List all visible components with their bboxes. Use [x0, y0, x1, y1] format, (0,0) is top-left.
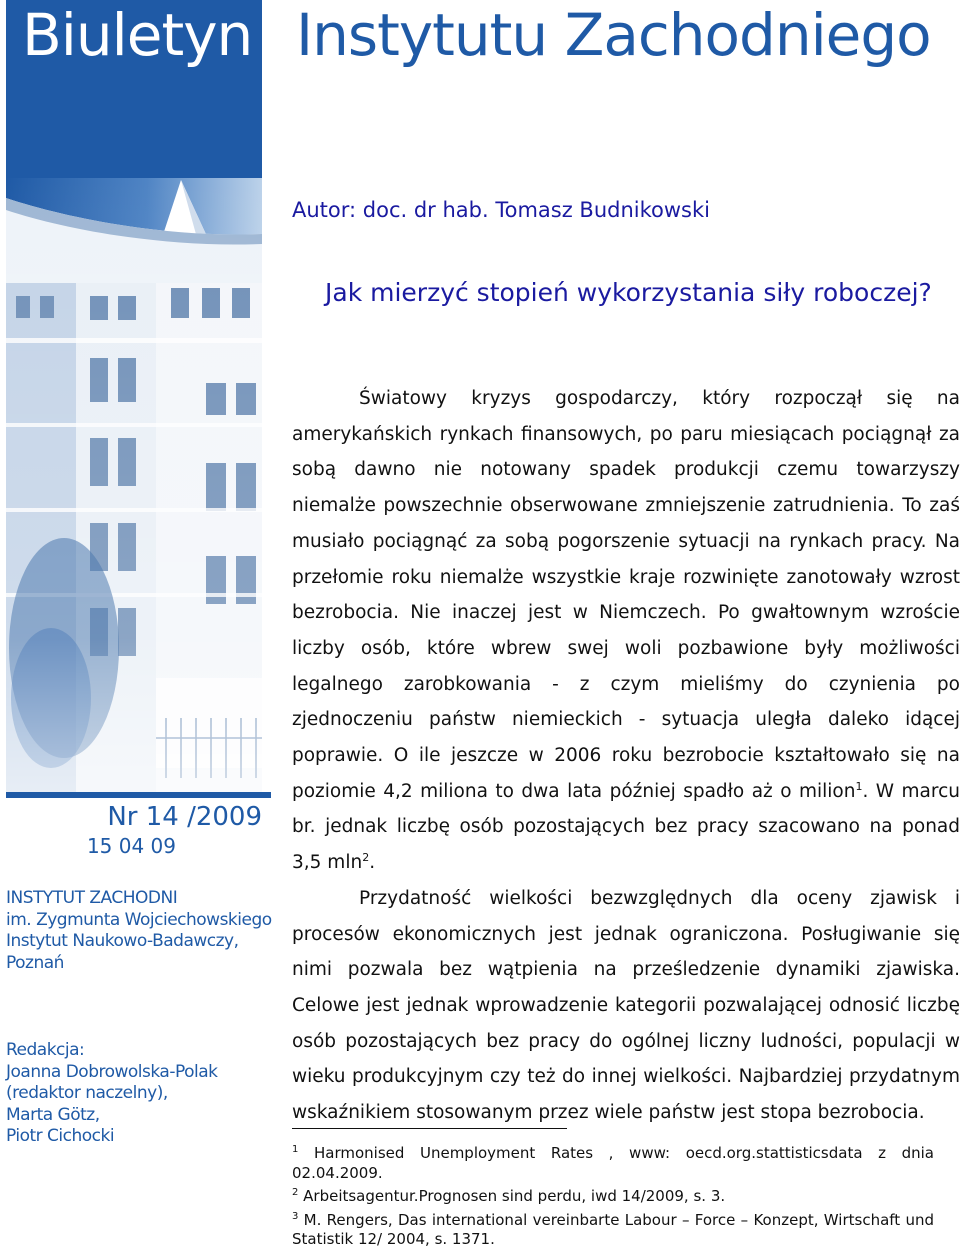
footnote: [292, 1183, 934, 1207]
paragraph-text: .: [369, 852, 376, 874]
footnotes: [292, 1140, 934, 1250]
footnote: [292, 1140, 934, 1183]
footnote-ref[interactable]: 2: [362, 850, 370, 864]
editors-line: Marta Götz,: [6, 1104, 100, 1125]
footnote-number: 2: [292, 1187, 299, 1198]
masthead-word-right: Instytutu Zachodniego: [296, 1, 931, 69]
sidebar-divider: [6, 792, 271, 798]
institute-info: [6, 888, 272, 974]
editors-line: Joanna Dobrowolska-Polak: [6, 1061, 218, 1082]
editors-line: Redakcja:: [6, 1040, 85, 1060]
paragraph-1: [292, 381, 960, 881]
paragraph-2: Przydatność wielkości bezwzględnych dla oceny zjawisk i procesów ekonomicznych jest jednak ograniczona. Posługiwanie się nimi pozwala bez wątpienia na prześledzenie dynamiki zjawiska. Celowe jest jednak wprowadzenie kategorii pozwalającej odnosić liczbę osób pozostających bez pracy do ogólnej liczny ludności, populacji w wieku produkcyjnym czy też do innej wielkości. Najbardziej przydatnym wskaźnikiem stosowanym przez wiele państw jest stopa bezrobocia.: [292, 887, 960, 1124]
institute-line: INSTYTUT ZACHODNI: [6, 888, 178, 908]
article-title: Jak mierzyć stopień wykorzystania siły roboczej?: [325, 278, 932, 307]
paragraph-text: . W marcu br. jednak liczbę osób pozostających bez pracy szacowano na ponad 3,5 mln: [292, 780, 960, 874]
editors-line: (redaktor naczelny),: [6, 1083, 168, 1103]
footnote-text: M. Rengers, Das international vereinbarte Labour – Force – Konzept, Wirtschaft und Statistik 12/ 2004, s. 1371.: [292, 1210, 934, 1248]
footnote-number: 1: [292, 1144, 299, 1155]
paragraph-text: Światowy kryzys gospodarczy, który rozpoczął się na amerykańskich rynkach finansowych, po paru miesiącach pociągnął za sobą dawno nie notowany spadek produkcji czemu towarzyszy niemalże powszechnie obserwowane zmniejszenie zatrudnienia. To zaś musiało pociągnąć za sobą pogorszenie sytuacji na rynkach pracy. Na przełomie roku niemalże wszystkie kraje rozwinięte zanotowały wzrost bezrobocia. Nie inaczej jest w Niemczech. Po gwałtownym wzroście liczby osób, które wbrew swej woli pozbawione były możliwości legalnego zarobkowania - z czym mieliśmy do czynienia po zjednoczeniu państw niemieckich - sytuacja uległa daleko idącej poprawie. O ile jeszcze w 2006 roku bezrobocie kształtowało się na poziomie 4,2 miliona to dwa lata później spadło aż o milion: [292, 388, 960, 802]
article-body: [292, 381, 960, 1131]
footnote-ref[interactable]: 1: [855, 779, 863, 793]
editors-info: [6, 1040, 218, 1148]
institute-line: Instytut Naukowo-Badawczy,: [6, 931, 239, 951]
article-author: Autor: doc. dr hab. Tomasz Budnikowski: [292, 198, 710, 222]
masthead-word-left: Biuletyn: [22, 1, 253, 69]
footnote: [292, 1207, 934, 1250]
footnote-divider: [292, 1128, 567, 1129]
institute-line: im. Zygmunta Wojciechowskiego: [6, 909, 272, 930]
footnote-text: Harmonised Unemployment Rates , www: oecd.org.stattisticsdata z dnia 02.04.2009.: [292, 1144, 934, 1182]
footnote-number: 3: [292, 1210, 299, 1222]
footnote-text: Arbeitsagentur.Prognosen sind perdu, iwd 14/2009, s. 3.: [298, 1187, 726, 1205]
institute-line: Poznań: [6, 952, 64, 973]
building-photo: [6, 178, 262, 792]
issue-number: Nr 14 /2009: [107, 802, 262, 832]
editors-line: Piotr Cichocki: [6, 1126, 115, 1146]
issue-date: 15 04 09: [86, 834, 176, 858]
